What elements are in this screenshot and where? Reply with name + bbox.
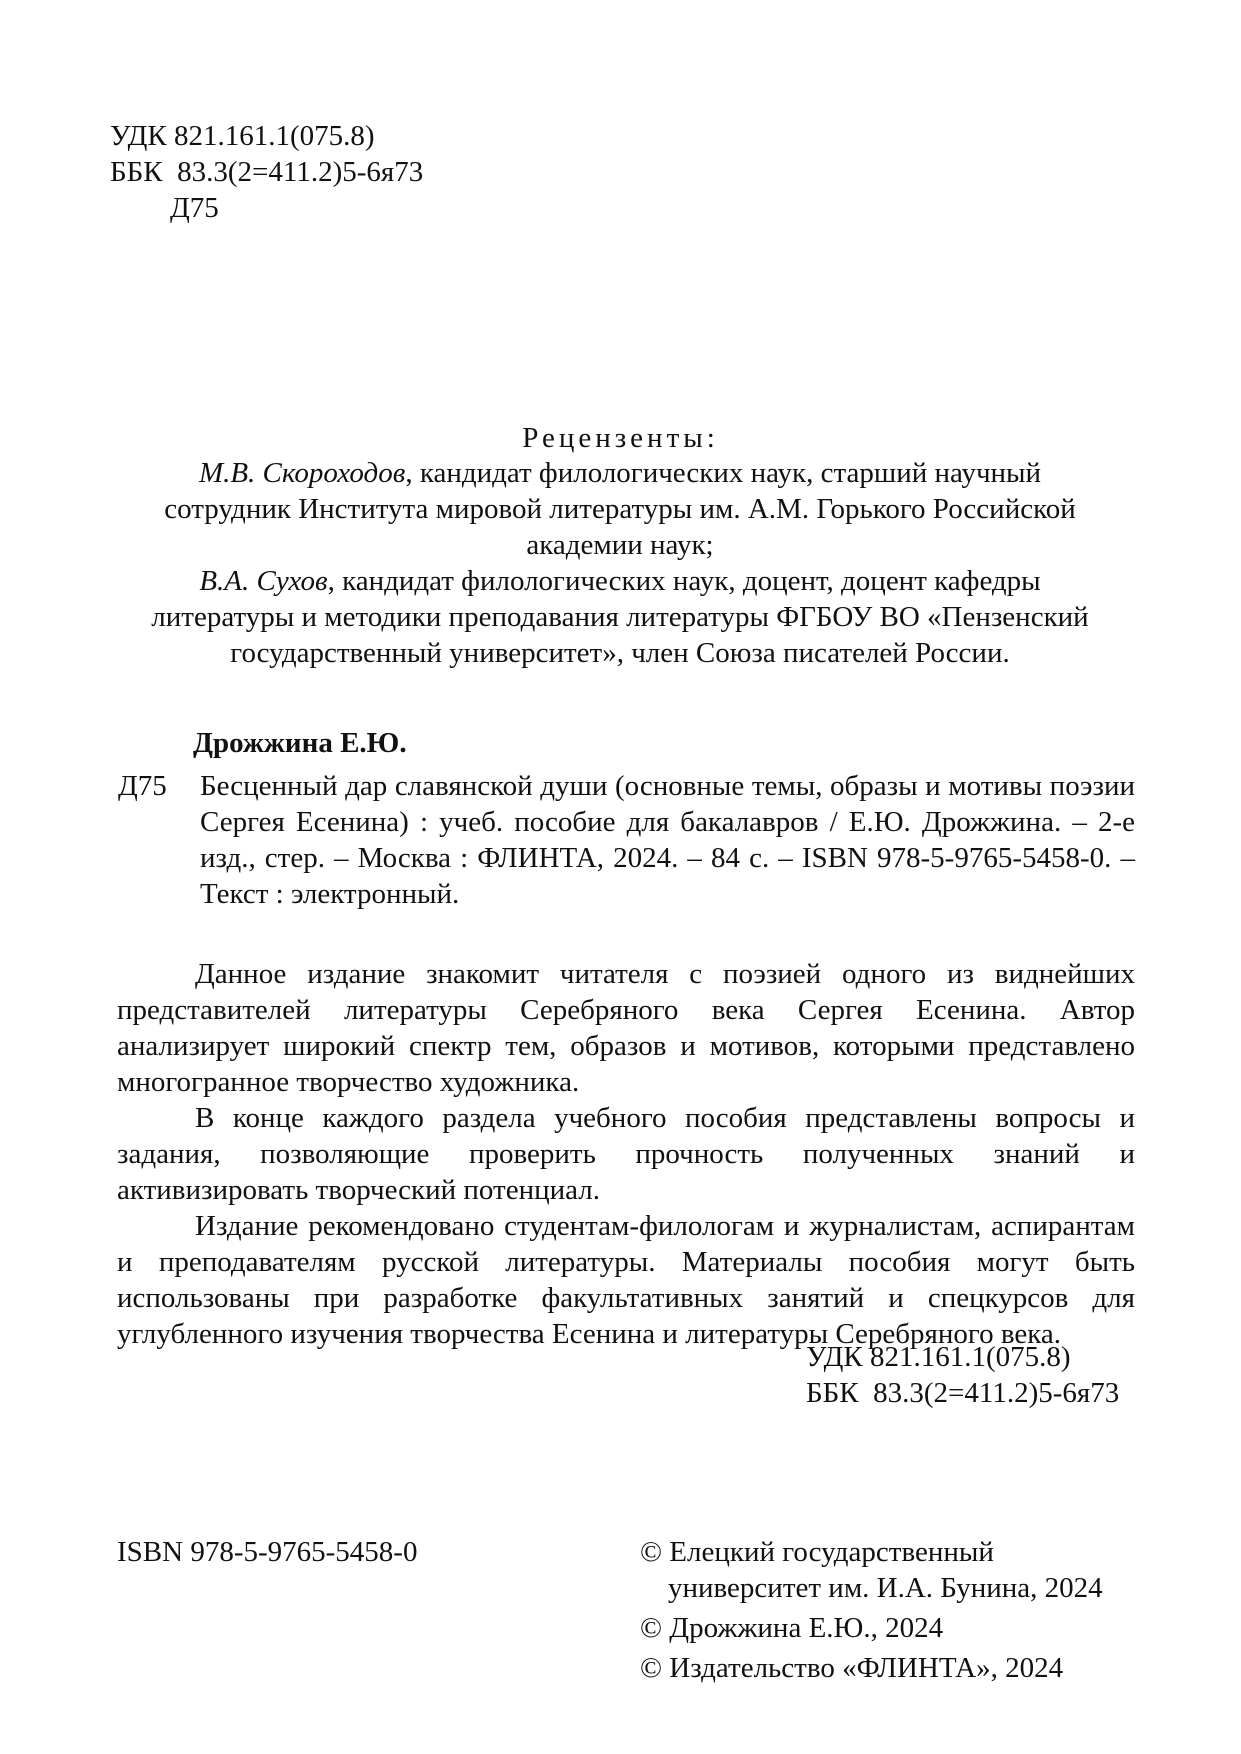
bbk-code-bottom: ББК 83.3(2=411.2)5-6я73 [806, 1377, 1120, 1409]
bib-classmark: Д75 [118, 770, 167, 802]
abstract [117, 956, 1135, 1352]
bib-author: Дрожжина Е.Ю. [193, 727, 407, 759]
bbk-code: ББК 83.3(2=411.2)5-6я73 [110, 156, 424, 188]
copyright-1-line-2: университет им. И.А. Бунина, 2024 [668, 1572, 1103, 1604]
reviewer-1-name: М.В. Скороходов [198, 457, 406, 489]
udk-code: УДК 821.161.1(075.8) [110, 120, 375, 152]
reviewer-1 [150, 455, 1090, 563]
copyright-author: © Дрожжина Е.Ю., 2024 [640, 1612, 944, 1644]
abstract-paragraph-3: Издание рекомендовано студентам-филологам и журналистам, аспирантам и преподавателям русской литературы. Материалы пособия могут быть использованы при разработке факультативных занятий и спецкурсов для углубленного изучения творчества Есенина и литературы Серебряного века. [117, 1210, 1135, 1350]
author-mark: Д75 [170, 192, 219, 224]
reviewer-2-desc: , кандидат филологических наук, доцент, доцент кафедры литературы и методики преподавания литературы ФГБОУ ВО «Пензенский государственный университет», член Союза писателей России. [151, 565, 1089, 669]
copyright-publisher: © Издательство «ФЛИНТА», 2024 [640, 1652, 1064, 1684]
abstract-paragraph-1: Данное издание знакомит читателя с поэзией одного из виднейших представителей литературы Серебряного века Сергея Есенина. Автор анализирует широкий спектр тем, образов и мотивов, которыми представлено многогранное творчество художника. [117, 958, 1135, 1098]
reviewer-2-name: В.А. Сухов [199, 565, 328, 597]
copyright-publisher-university [640, 1534, 1103, 1606]
abstract-paragraph-2: В конце каждого раздела учебного пособия представлены вопросы и задания, позволяющие проверить прочность полученных знаний и активизировать творческий потенциал. [117, 1102, 1135, 1206]
reviewer-2 [150, 563, 1090, 671]
bib-entry [200, 768, 1135, 912]
reviewers-list [150, 455, 1090, 671]
classification-codes-bottom [806, 1339, 1119, 1411]
bib-entry-text: Бесценный дар славянской души (основные темы, образы и мотивы поэзии Сергея Есенина) : учеб. пособие для бакалавров / Е.Ю. Дрожжина. – 2-е изд., стер. – Москва : ФЛИНТА, 2024. – 84 с. – ISBN 978-5-9765-5458-0. – Текст : электронный. [200, 770, 1135, 910]
udk-code-bottom: УДК 821.161.1(075.8) [806, 1341, 1071, 1373]
reviewers-heading: Рецензенты: [522, 422, 719, 454]
isbn: ISBN 978-5-9765-5458-0 [117, 1536, 418, 1568]
copyrights [640, 1534, 1103, 1690]
copyright-1-line-1: © Елецкий государственный [640, 1536, 994, 1568]
classification-codes-top [110, 118, 423, 226]
reviewer-1-desc: , кандидат филологических наук, старший научный сотрудник Института мировой литературы им. А.М. Горького Российской академии наук; [164, 457, 1076, 561]
